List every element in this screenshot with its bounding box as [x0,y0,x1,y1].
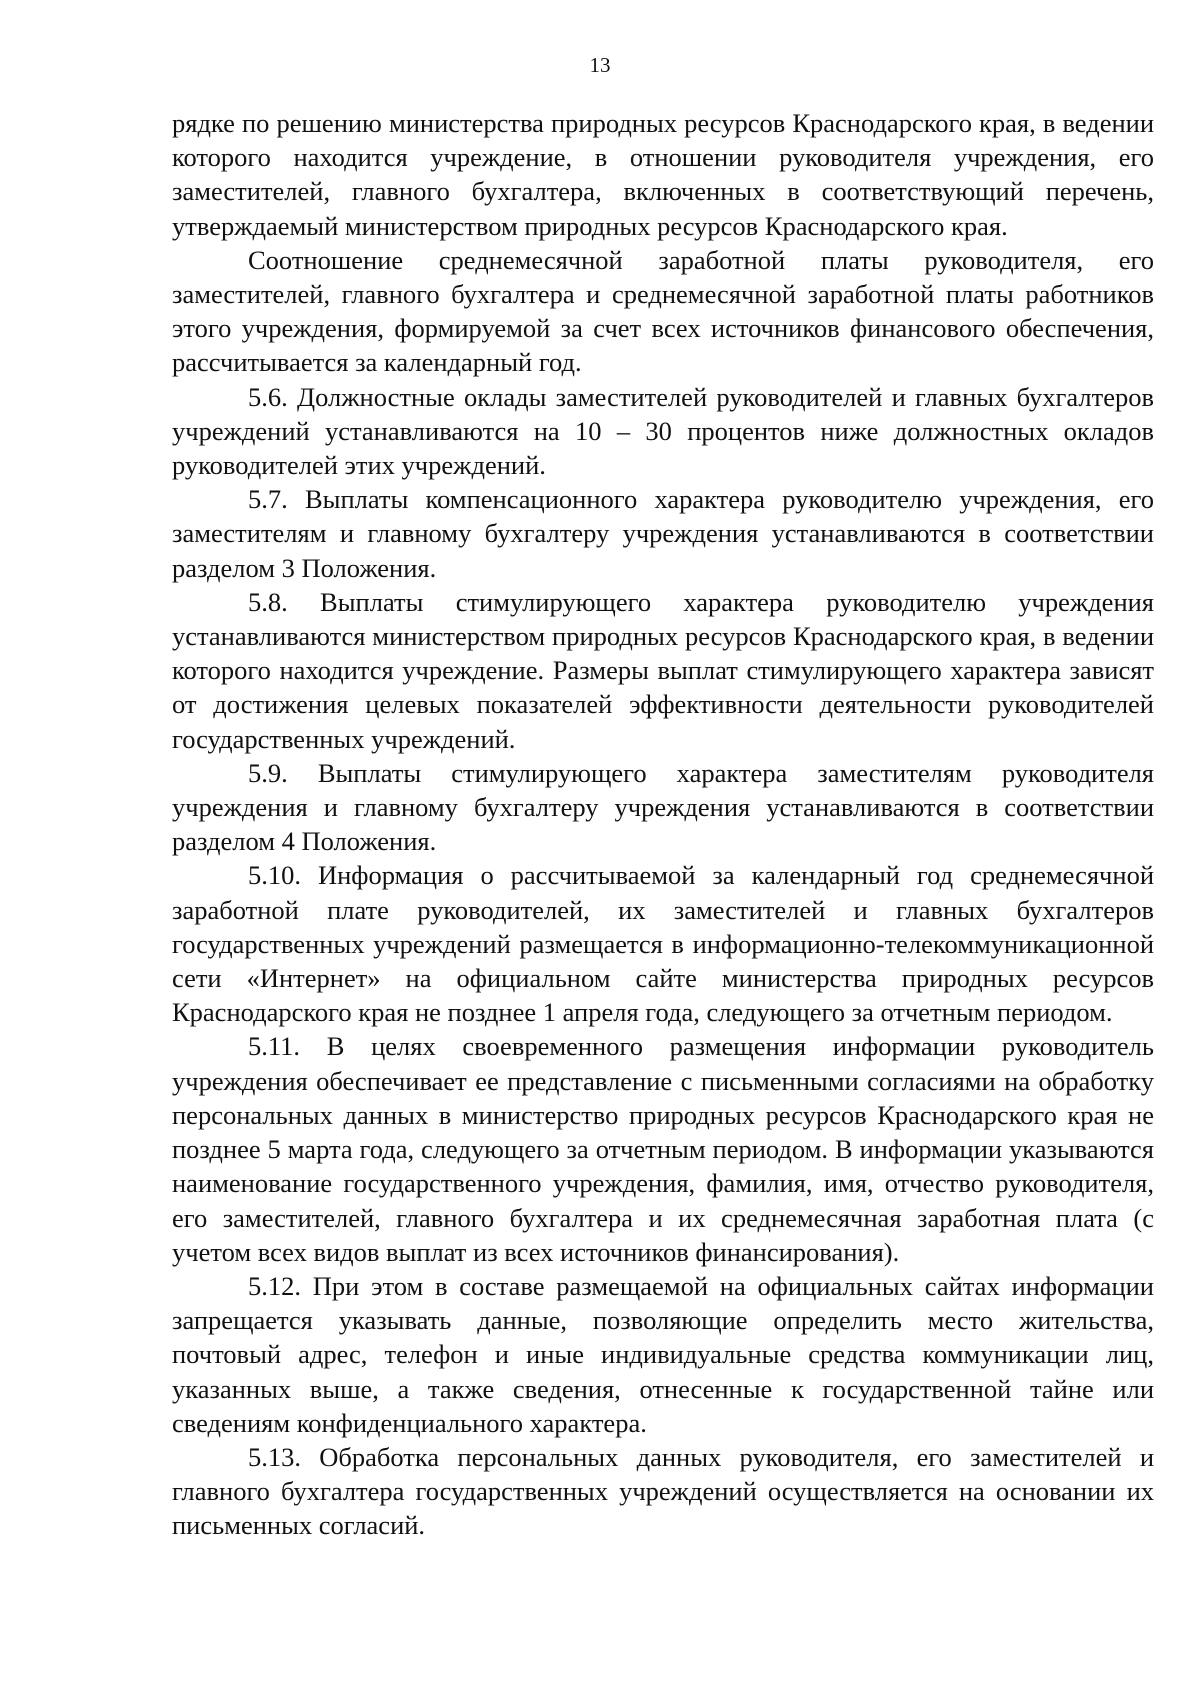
page-number: 13 [589,53,611,77]
paragraph-5-11: 5.11. В целях своевременного размещения информации руководитель учреждения обеспечивает ее представление с письменными согласиями на обработку персональных данных в министерство природных ресурсов Краснодарского края не позднее 5 марта года, следующего за отчетным периодом. В информации указываются наименование государственного учреждения, фамилия, имя, отчество руководителя, его заместителей, главного бухгалтера и их среднемесячная заработная плата (с учетом всех видов выплат из всех источников финансирования). [172,1031,1154,1267]
paragraph-salary-ratio: Соотношение среднемесячной заработной платы руководителя, его заместителей, главного бухгалтера и среднемесячной заработной платы работников этого учреждения, формируемой за счет всех источников финансового обеспечения, рассчитывается за календарный год. [172,244,1154,378]
paragraph-5-10: 5.10. Информация о рассчитываемой за календарный год среднемесячной заработной плате руководителей, их заместителей и главных бухгалтеров государственных учреждений размещается в информационно-телекоммуникационной сети «Интернет» на официальном сайте министерства природных ресурсов Краснодарского края не позднее 1 апреля года, следующего за отчетным периодом. [172,860,1154,1028]
paragraph-5-13: 5.13. Обработка персональных данных руководителя, его заместителей и главного бухгалтера государственных учреждений осуществляется на основании их письменных согласий. [172,1441,1154,1541]
paragraph-5-8: 5.8. Выплаты стимулирующего характера руководителю учреждения устанавливаются министерством природных ресурсов Краснодарского края, в ведении которого находится учреждение. Размеры выплат стимулирующего характера зависят от достижения целевых показателей эффективности деятельности руководителей государственных учреждений. [172,586,1154,754]
paragraph-5-7: 5.7. Выплаты компенсационного характера руководителю учреждения, его заместителям и главному бухгалтеру учреждения устанавливаются в соответствии разделом 3 Положения. [172,484,1154,583]
document-body [172,106,1154,1543]
paragraph-continuation: рядке по решению министерства природных ресурсов Краснодарского края, в ведении которого находится учреждение, в отношении руководителя учреждения, его заместителей, главного бухгалтера, включенных в соответствующий перечень, утверждаемый министерством природных ресурсов Краснодарского края. [172,108,1154,241]
paragraph-5-6: 5.6. Должностные оклады заместителей руководителей и главных бухгалтеров учреждений устанавливаются на 10 – 30 процентов ниже должностных окладов руководителей этих учреждений. [172,381,1154,481]
paragraph-5-9: 5.9. Выплаты стимулирующего характера заместителям руководителя учреждения и главному бухгалтеру учреждения устанавливаются в соответствии разделом 4 Положения. [172,757,1154,857]
paragraph-5-12: 5.12. При этом в составе размещаемой на официальных сайтах информации запрещается указывать данные, позволяющие определить место жительства, почтовый адрес, телефон и иные индивидуальные средства коммуникации лиц, указанных выше, а также сведения, отнесенные к государственной тайне или сведениям конфиденциального характера. [172,1270,1154,1438]
